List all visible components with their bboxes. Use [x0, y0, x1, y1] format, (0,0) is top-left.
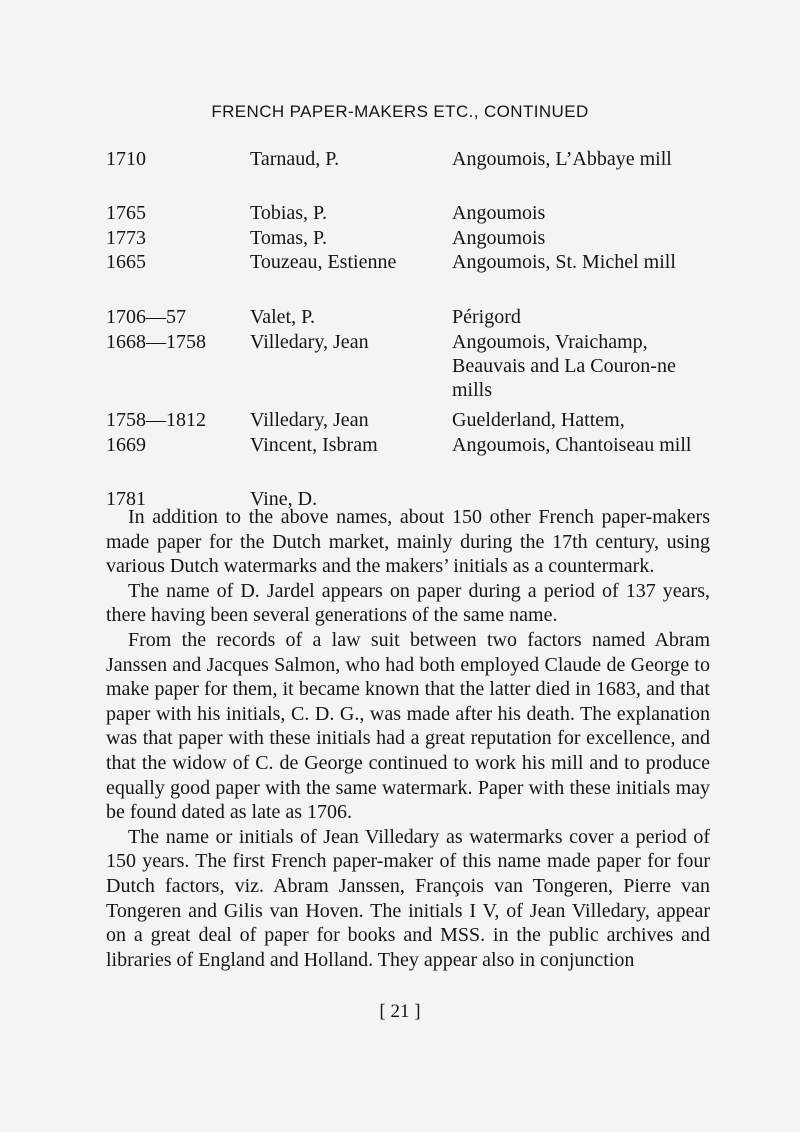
entry-place: Guelderland, Hattem,: [452, 409, 625, 431]
entry-name: Touzeau, Estienne: [250, 251, 397, 273]
entry-name: Villedary, Jean: [250, 409, 369, 431]
table-row: [106, 147, 706, 201]
entry-name: Villedary, Jean: [250, 331, 369, 353]
paper-makers-table: [106, 147, 706, 513]
entry-place: Angoumois, Vraichamp, Beauvais and La Couron-ne mills: [452, 331, 676, 401]
entry-year: 1710: [106, 148, 146, 170]
running-head: FRENCH PAPER-MAKERS ETC., CONTINUED: [211, 102, 589, 121]
paragraph: The name or initials of Jean Villedary as watermarks cover a period of 150 years. The first French paper-maker of this name made paper for four Dutch factors, viz. Abram Janssen, François van Tongeren, Pierre van Tongeren and Gilis van Hoven. The initials I V, of Jean Villedary, appear on a great deal of paper for books and MSS. in the public archives and libraries of England and Holland. They appear also in conjunction: [106, 825, 710, 971]
entry-year: 1668—1758: [106, 331, 206, 353]
entry-name: Vine, D.: [250, 488, 318, 510]
entry-place: Angoumois: [452, 202, 546, 224]
entry-name: Tomas, P.: [250, 227, 327, 249]
entry-year: 1781: [106, 488, 146, 510]
entry-year: 1665: [106, 251, 146, 273]
page-number: [ 21 ]: [379, 1001, 421, 1022]
entry-place: Angoumois, L’Abbaye mill: [452, 148, 672, 170]
table-row: [106, 433, 706, 487]
entry-name: Valet, P.: [250, 306, 315, 328]
table-row: [106, 201, 706, 226]
paragraph: In addition to the above names, about 150 other French paper-makers made paper for the Dutch market, mainly during the 17th century, using various Dutch watermarks and the makers’ initials as a countermark.: [106, 506, 710, 578]
table-row: [106, 408, 706, 433]
table-row: [106, 226, 706, 250]
entry-place: Périgord: [452, 306, 521, 328]
entry-place: Angoumois, St. Michel mill: [452, 251, 676, 273]
entry-name: Tobias, P.: [250, 202, 327, 224]
body-text: [106, 505, 710, 972]
entry-place: Angoumois: [452, 227, 546, 249]
entry-year: 1669: [106, 434, 146, 456]
entry-place: Angoumois, Chantoiseau mill: [452, 434, 692, 456]
entry-year: 1773: [106, 227, 146, 249]
paragraph: The name of D. Jardel appears on paper during a period of 137 years, there having been several generations of the same name.: [106, 579, 710, 627]
entry-name: Vincent, Isbram: [250, 434, 378, 456]
paragraph: From the records of a law suit between two factors named Abram Janssen and Jacques Salmon, who had both employed Claude de George to make paper for them, it became known that the latter died in 1683, and that paper with his initials, C. D. G., was made after his death. The explanation was that paper with these initials had a great reputation for excellence, and that the widow of C. de George continued to work his mill and to produce equally good paper with the same watermark. Paper with these initials may be found dated as late as 1706.: [106, 628, 710, 824]
table-row: [106, 330, 706, 408]
entry-name: Tarnaud, P.: [250, 148, 340, 170]
table-row: [106, 305, 706, 330]
entry-year: 1706—57: [106, 306, 186, 328]
entry-year: 1758—1812: [106, 409, 206, 431]
entry-year: 1765: [106, 202, 146, 224]
table-row: [106, 250, 706, 305]
